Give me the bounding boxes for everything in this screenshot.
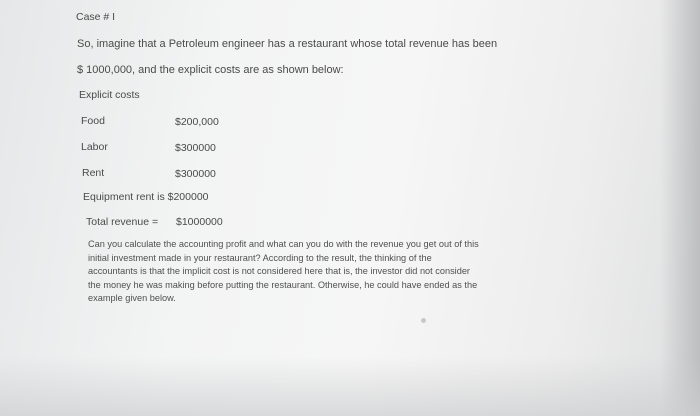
paragraph-line: example given below. bbox=[88, 293, 176, 303]
question-paragraph bbox=[88, 238, 578, 306]
cost-value-food: $200,000 bbox=[175, 116, 219, 128]
paragraph-line: the money he was making before putting the restaurant. Otherwise, he could have ended as the bbox=[88, 279, 478, 290]
cost-value-rent: $300000 bbox=[175, 168, 216, 180]
total-revenue-label: Total revenue = bbox=[86, 216, 159, 228]
case-label: Case # I bbox=[76, 11, 116, 23]
explicit-costs-title: Explicit costs bbox=[79, 89, 140, 101]
cost-value-labor: $300000 bbox=[175, 142, 216, 154]
cost-label-labor: Labor bbox=[81, 141, 108, 153]
cursor-dot bbox=[421, 318, 426, 323]
paragraph-line: accountants is that the implicit cost is not considered here that is, the investor did not consider bbox=[88, 266, 470, 276]
cost-label-rent: Rent bbox=[82, 167, 105, 179]
paragraph-line: Can you calculate the accounting profit and what can you do with the revenue you get out of this bbox=[88, 239, 479, 249]
cost-label-food: Food bbox=[81, 115, 105, 127]
intro-line-2: $ 1000,000, and the explicit costs are as shown below: bbox=[77, 64, 344, 76]
total-revenue-value: $1000000 bbox=[176, 216, 223, 228]
paragraph-line: initial investment made in your restaurant? According to the result, the thinking of the bbox=[88, 252, 432, 263]
screen-edge-shadow bbox=[660, 0, 700, 416]
intro-line-1: So, imagine that a Petroleum engineer has a restaurant whose total revenue has been bbox=[77, 38, 498, 50]
equipment-rent-line: Equipment rent is $200000 bbox=[83, 191, 209, 203]
bottom-shadow bbox=[0, 356, 700, 416]
